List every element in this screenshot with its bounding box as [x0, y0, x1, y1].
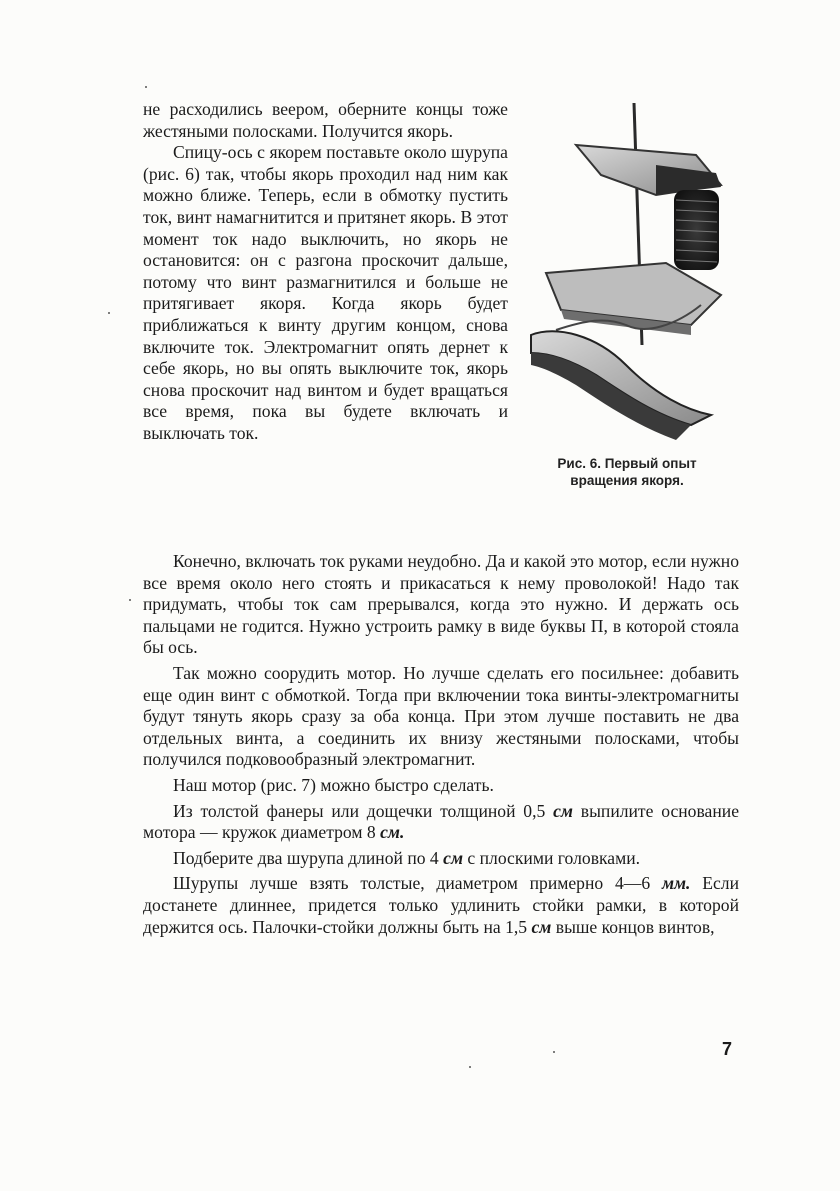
unit-text: мм. — [661, 873, 691, 894]
page-number: 7 — [722, 1039, 733, 1059]
coil-winding — [674, 190, 719, 270]
paragraph — [143, 801, 739, 844]
figure-caption — [518, 455, 736, 489]
unit-text: см — [443, 847, 464, 868]
paragraph — [143, 873, 739, 938]
scan-speck — [553, 1051, 555, 1053]
unit-text: см — [553, 800, 573, 821]
scan-speck — [108, 312, 110, 314]
unit-text: см. — [380, 822, 405, 843]
full-width-text-block — [143, 551, 739, 938]
scan-speck — [129, 599, 131, 601]
text-run: Из толстой фанеры или дощечки толщиной 0,5 — [173, 800, 554, 821]
paragraph: Спицу-ось с якорем поставьте около шурупа (рис. 6) так, чтобы якорь проходил над ним как можно ближе. Теперь, если в обмотку пустить ток, винт намагнитится и притянет якорь. В этот момент ток надо выключить, но якорь не остановится: он с разгона проскочит дальше, потому что винт размагнитился и больше не притягивает якоря. Когда якорь будет приближаться к винту другим концом, снова включите ток. Электромагнит опять дернет к себе якорь, но вы опять выключите ток, якорь снова проскочит над винтом и будет вращаться все время, пока вы будете включать и выключать ток. — [143, 142, 508, 443]
text-run: Если достанете длиннее, придется только удлинить стойки рамки, в которой держится ось. Палочки-стойки должны быть на 1,5 — [143, 873, 739, 937]
paragraph — [143, 848, 739, 870]
text-run: выпилите основание мотора — кружок диаметром 8 — [143, 800, 740, 843]
paragraph: не расходились веером, оберните концы тоже жестяными полосками. Получится якорь. — [143, 99, 508, 141]
text-run: Шурупы лучше взять толстые, диаметром примерно 4—6 — [173, 873, 662, 894]
scan-speck — [145, 86, 147, 88]
column-text-block — [143, 99, 508, 445]
figure-6-motor-photo — [516, 95, 741, 445]
paragraph: Так можно соорудить мотор. Но лучше сделать его посильнее: добавить еще один винт с обмоткой. Тогда при включении тока винты-электромагниты будут тянуть якорь сразу за оба конца. При этом лучше поставить не два отдельных винта, а соединить их внизу жестяными полосками, чтобы получился подковообразный электромагнит. — [143, 662, 739, 770]
paragraph: Наш мотор (рис. 7) можно быстро сделать. — [173, 774, 494, 795]
scan-speck — [469, 1066, 471, 1068]
paragraph: Конечно, включать ток руками неудобно. Да и какой это мотор, если нужно все время около него стоять и прикасаться к нему проволокой! Надо так придумать, чтобы ток сам прерывался, когда это нужно. И держать ось пальцами не годится. Нужно устроить рамку в виде буквы П, в которой стояла бы ось. — [143, 551, 739, 658]
text-run: выше концов винтов, — [551, 916, 715, 937]
unit-text: см — [531, 916, 552, 937]
text-run: Подберите два шурупа длиной по 4 — [173, 847, 444, 868]
text-run: с плоскими головками. — [463, 847, 641, 868]
caption-line: вращения якоря. — [570, 473, 684, 488]
caption-line: Рис. 6. Первый опыт — [557, 456, 697, 471]
